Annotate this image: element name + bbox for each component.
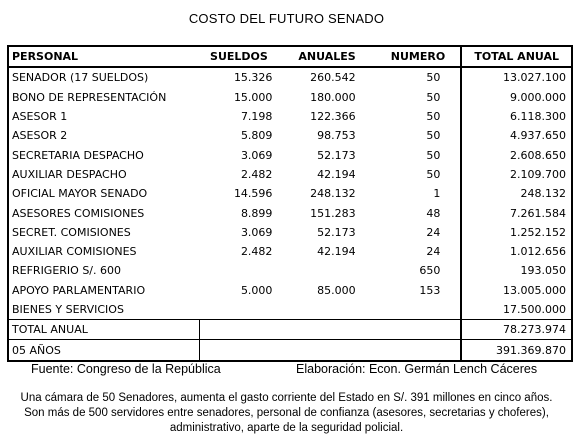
table-row xyxy=(8,67,572,87)
table-row xyxy=(8,145,572,164)
cell-anuales: 122.366 xyxy=(310,110,356,124)
table-row xyxy=(8,88,572,107)
table-row xyxy=(8,184,572,203)
cell-numero: 153 xyxy=(419,283,441,297)
table-row xyxy=(8,165,572,184)
cell-personal: SECRET. COMISIONES xyxy=(8,223,199,242)
cell-personal: ASESOR 1 xyxy=(8,107,199,126)
header-numero: NUMERO xyxy=(376,46,462,67)
cell-personal: BIENES Y SERVICIOS xyxy=(8,300,199,320)
cell-total-anual: 4.937.650 xyxy=(461,126,572,145)
cell-sueldos: 3.069 xyxy=(240,148,273,162)
table-row xyxy=(8,300,572,320)
cell-numero: 650 xyxy=(419,264,441,278)
table-row xyxy=(8,126,572,145)
cell-personal: REFRIGERIO S/. 600 xyxy=(8,261,199,280)
cinco-anos-row xyxy=(8,340,572,361)
cell-anuales: 180.000 xyxy=(310,90,356,104)
cell-personal: BONO DE REPRESENTACIÓN xyxy=(8,88,199,107)
cell-personal: OFICIAL MAYOR SENADO xyxy=(8,184,199,203)
cell-numero: 50 xyxy=(426,110,441,124)
cell-numero: 24 xyxy=(426,225,441,239)
table-row xyxy=(8,261,572,280)
cell-anuales: 260.542 xyxy=(310,71,356,85)
cell-sueldos: 5.809 xyxy=(240,129,273,143)
cell-anuales: 248.132 xyxy=(310,187,356,201)
cell-total-anual: 1.252.152 xyxy=(461,223,572,242)
cell-numero: 48 xyxy=(426,206,441,220)
table-row xyxy=(8,242,572,261)
cell-total-anual: 17.500.000 xyxy=(461,300,572,320)
cell-anuales xyxy=(278,261,375,280)
cell-anuales: 52.173 xyxy=(317,148,356,162)
cell-numero xyxy=(376,300,462,320)
cell-sueldos xyxy=(199,300,278,320)
footnote-line: administrativo, aparte de la seguridad policial. xyxy=(169,422,404,434)
cell-numero: 50 xyxy=(426,129,441,143)
cell-total-anual: 193.050 xyxy=(461,261,572,280)
source-note: Fuente: Congreso de la República xyxy=(31,362,221,376)
cell-numero: 50 xyxy=(426,71,441,85)
footnote-line: Son más de 500 servidores entre senadores, personal de confianza (asesores, secretarias y choferes), xyxy=(24,407,549,419)
cell-anuales: 52.173 xyxy=(317,225,356,239)
table-row xyxy=(8,107,572,126)
cell-personal: APOYO PARLAMENTARIO xyxy=(8,281,199,300)
cell-anuales: 42.194 xyxy=(317,167,356,181)
cell-sueldos: 2.482 xyxy=(240,245,273,259)
cell-personal: SENADOR (17 SUELDOS) xyxy=(8,67,199,87)
table-row xyxy=(8,223,572,242)
total-anual-row xyxy=(8,320,572,340)
cell-total-anual: 248.132 xyxy=(461,184,572,203)
cost-table xyxy=(7,45,573,362)
cell-anuales: 98.753 xyxy=(317,129,356,143)
cell-numero: 1 xyxy=(433,187,441,201)
cell-total-anual: 7.261.584 xyxy=(461,203,572,222)
cell-total-anual: 13.005.000 xyxy=(461,281,572,300)
total-anual-value: 78.273.974 xyxy=(461,320,572,340)
cell-anuales: 85.000 xyxy=(317,283,356,297)
cell-total-anual: 6.118.300 xyxy=(461,107,572,126)
table-row xyxy=(8,203,572,222)
header-anuales: ANUALES xyxy=(278,46,375,67)
footnote-line: Una cámara de 50 Senadores, aumenta el gasto corriente del Estado en S/. 391 millones en cinco años. xyxy=(20,392,553,404)
cinco-anos-value: 391.369.870 xyxy=(461,340,572,361)
cell-numero: 50 xyxy=(426,90,441,104)
cell-anuales: 42.194 xyxy=(317,245,356,259)
cell-personal: ASESORES COMISIONES xyxy=(8,203,199,222)
cell-sueldos: 8.899 xyxy=(240,206,273,220)
cell-sueldos: 14.596 xyxy=(233,187,273,201)
cell-sueldos: 2.482 xyxy=(240,167,273,181)
author-note: Elaboración: Econ. Germán Lench Cáceres xyxy=(296,362,538,376)
cell-sueldos: 15.000 xyxy=(233,90,273,104)
cell-personal: AUXILIAR COMISIONES xyxy=(8,242,199,261)
header-personal: PERSONAL xyxy=(8,46,199,67)
cell-total-anual: 13.027.100 xyxy=(461,67,572,87)
cell-sueldos: 5.000 xyxy=(240,283,273,297)
cell-sueldos: 15.326 xyxy=(233,71,273,85)
total-anual-label: TOTAL ANUAL xyxy=(8,320,199,340)
cell-sueldos: 3.069 xyxy=(240,225,273,239)
cell-anuales: 151.283 xyxy=(310,206,356,220)
cell-personal: AUXILIAR DESPACHO xyxy=(8,165,199,184)
cell-sueldos: 7.198 xyxy=(240,110,273,124)
cell-numero: 50 xyxy=(426,148,441,162)
cell-total-anual: 1.012.656 xyxy=(461,242,572,261)
cinco-anos-label: 05 AÑOS xyxy=(8,340,199,361)
cell-anuales xyxy=(278,300,375,320)
table-header-row xyxy=(8,46,572,67)
cell-numero: 24 xyxy=(426,245,441,259)
cell-total-anual: 2.608.650 xyxy=(461,145,572,164)
cell-sueldos xyxy=(199,261,278,280)
cell-total-anual: 9.000.000 xyxy=(461,88,572,107)
table-row xyxy=(8,281,572,300)
page-title: COSTO DEL FUTURO SENADO xyxy=(188,11,385,26)
header-sueldos: SUELDOS xyxy=(199,46,278,67)
header-total-anual: TOTAL ANUAL xyxy=(461,46,572,67)
cell-total-anual: 2.109.700 xyxy=(461,165,572,184)
footnote xyxy=(0,391,573,436)
cell-numero: 50 xyxy=(426,167,441,181)
cell-personal: ASESOR 2 xyxy=(8,126,199,145)
cell-personal: SECRETARIA DESPACHO xyxy=(8,145,199,164)
